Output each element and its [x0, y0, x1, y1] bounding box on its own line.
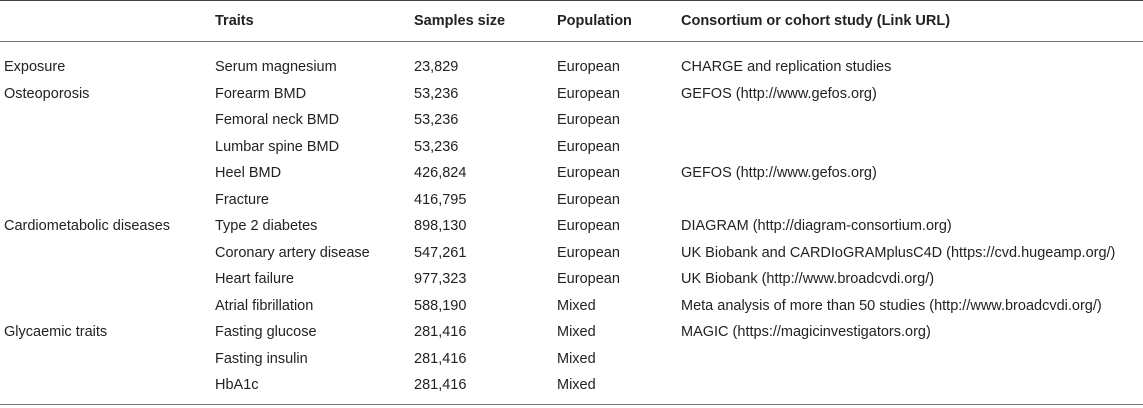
- sample-size-cell: 53,236: [414, 85, 459, 102]
- consortium-cell: DIAGRAM (http://diagram-consortium.org): [681, 218, 952, 234]
- table-row: [0, 240, 1143, 267]
- sample-size-cell: 281,416: [414, 324, 467, 340]
- trait-cell: Fasting glucose: [215, 324, 317, 340]
- bottom-rule: [0, 404, 1143, 405]
- sample-size-cell: 426,824: [414, 165, 467, 181]
- population-cell: European: [557, 59, 620, 75]
- sample-size-cell: 53,236: [414, 112, 459, 128]
- population-cell: Mixed: [557, 350, 596, 367]
- table-row: [0, 54, 1143, 81]
- trait-cell: Forearm BMD: [215, 85, 307, 102]
- consortium-cell: MAGIC (https://magicinvestigators.org): [681, 324, 931, 340]
- consortium-cell: GEFOS (http://www.gefos.org): [681, 165, 877, 181]
- population-cell: European: [557, 271, 620, 287]
- table-row: [0, 372, 1143, 399]
- sample-size-cell: 281,416: [414, 350, 467, 367]
- header-cell-consortium: Consortium or cohort study (Link URL): [681, 13, 951, 29]
- table-row: [0, 160, 1143, 187]
- sample-size-cell: 898,130: [414, 218, 467, 234]
- category-cell: Glycaemic traits: [4, 324, 108, 340]
- table-row: [0, 213, 1143, 240]
- trait-cell: Heart failure: [215, 271, 294, 287]
- sample-size-cell: 53,236: [414, 138, 459, 155]
- population-cell: Mixed: [557, 324, 596, 340]
- trait-cell: Heel BMD: [215, 165, 282, 181]
- trait-cell: Serum magnesium: [215, 59, 337, 75]
- trait-cell: Type 2 diabetes: [215, 218, 318, 234]
- consortium-cell: Meta analysis of more than 50 studies (http://www.broadcvdi.org/): [681, 297, 1102, 314]
- trait-cell: Lumbar spine BMD: [215, 138, 340, 155]
- table-row: [0, 134, 1143, 161]
- population-cell: European: [557, 85, 620, 102]
- sample-size-cell: 416,795: [414, 191, 467, 208]
- trait-cell: Atrial fibrillation: [215, 297, 314, 314]
- trait-cell: Fracture: [215, 191, 269, 208]
- table-header: [0, 0, 1143, 41]
- population-cell: European: [557, 138, 620, 155]
- population-cell: European: [557, 112, 620, 128]
- sample-size-cell: 23,829: [414, 59, 459, 75]
- population-cell: Mixed: [557, 297, 596, 314]
- trait-cell: Fasting insulin: [215, 350, 308, 367]
- table-row: [0, 293, 1143, 320]
- consortium-cell: UK Biobank and CARDIoGRAMplusC4D (https://cvd.hugeamp.org/): [681, 244, 1116, 261]
- category-cell: Exposure: [4, 59, 66, 75]
- consortium-cell: CHARGE and replication studies: [681, 59, 892, 75]
- header-cell-population: Population: [557, 13, 632, 29]
- population-cell: European: [557, 244, 620, 261]
- category-cell: Osteoporosis: [4, 85, 90, 102]
- header-cell-traits: Traits: [215, 13, 254, 29]
- header-cell-samples-size: Samples size: [414, 13, 506, 29]
- consortium-cell: GEFOS (http://www.gefos.org): [681, 85, 877, 102]
- sample-size-cell: 547,261: [414, 244, 467, 261]
- consortium-cell: UK Biobank (http://www.broadcvdi.org/): [681, 271, 935, 287]
- table-row: [0, 319, 1143, 346]
- population-cell: Mixed: [557, 377, 596, 393]
- sample-size-cell: 977,323: [414, 271, 467, 287]
- sample-size-cell: 588,190: [414, 297, 467, 314]
- trait-cell: HbA1c: [215, 377, 259, 393]
- category-cell: Cardiometabolic diseases: [4, 218, 171, 234]
- sample-size-cell: 281,416: [414, 377, 467, 393]
- population-cell: European: [557, 165, 620, 181]
- table-row: [0, 107, 1143, 134]
- trait-cell: Femoral neck BMD: [215, 112, 340, 128]
- table-row: [0, 187, 1143, 214]
- table-row: [0, 81, 1143, 108]
- trait-cell: Coronary artery disease: [215, 244, 370, 261]
- population-cell: European: [557, 191, 620, 208]
- table-row: [0, 346, 1143, 373]
- population-cell: European: [557, 218, 620, 234]
- table-body: [0, 54, 1143, 399]
- header-rule: [0, 41, 1143, 42]
- table-row: [0, 266, 1143, 293]
